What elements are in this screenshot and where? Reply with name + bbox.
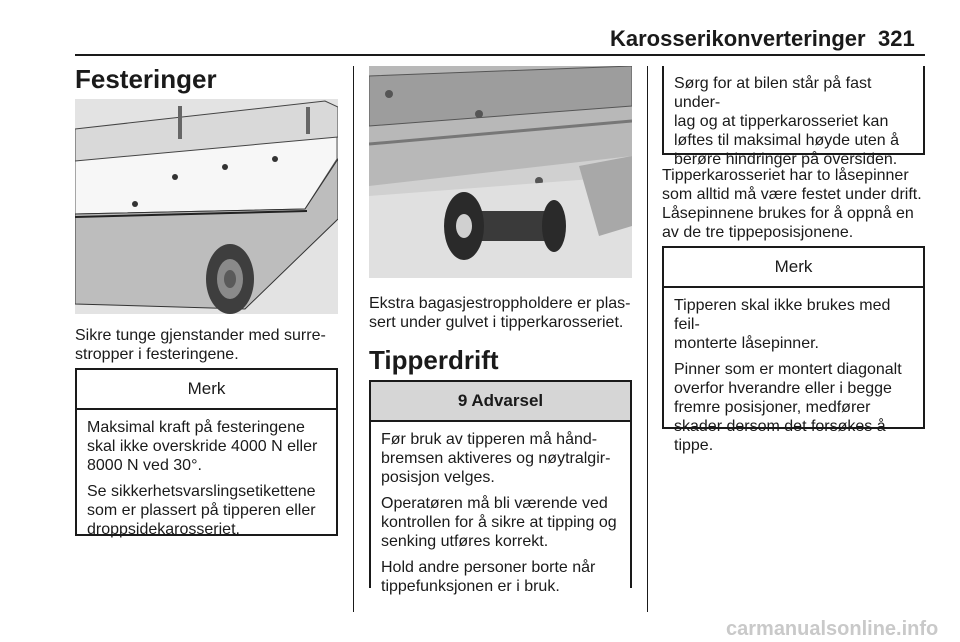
note-paragraph: Se sikkerhetsvarslingsetikettene som er plassert på tipperen eller droppsidekarosseriet. [87,483,316,538]
lock-pins-paragraph: Tipperkarosseriet har to låsepinner som alltid må være festet under drift. Låsepinnene brukes for å oppnå en av de tre tippeposisjonene. [662,167,922,241]
warning-continued-box [662,66,925,168]
note-title: Merk [664,248,923,288]
section-heading-festeringer: Festeringer [75,64,217,94]
column-divider-left [353,66,354,612]
watermark: carmanualsonline.info [726,618,939,640]
note-box-left [75,368,338,536]
note-paragraph: Maksimal kraft på festeringene skal ikke overskride 4000 N eller 8000 N ved 30°. [87,419,318,474]
note-title: Merk [77,370,336,410]
tipper-body-illustration [75,99,338,314]
note-paragraph: Tipperen skal ikke brukes med feil- monterte låsepinner. [674,297,891,352]
warning-title: Advarsel [471,391,544,410]
note-box-right [662,246,925,454]
running-header-title: Karosserikonverteringer [610,26,866,51]
caption-strap-holders: Ekstra bagasjestroppholdere er plas- sert under gulvet i tipperkarosseriet. [369,295,631,331]
warning-paragraph: Hold andre personer borte når tippefunksjonen er i bruk. [381,559,596,595]
warning-triangle-icon: 9 [457,391,468,410]
section-heading-tipperdrift: Tipperdrift [369,345,499,375]
page-number: 321 [878,26,915,51]
header-rule [75,54,925,56]
warning-header [371,382,630,422]
warning-paragraph: Operatøren må bli værende ved kontrollen for å sikre at tipping og senking utføres korrekt. [381,495,617,550]
warning-continued-paragraph: Sørg for at bilen står på fast under- lag og at tipperkarosseriet kan løftes til maksimal høyde uten å berøre hindringer på oversiden. [674,75,899,168]
strap-holder-illustration [369,66,632,278]
column-divider-right [647,66,648,612]
warning-box [369,380,632,595]
warning-paragraph: Før bruk av tipperen må hånd- bremsen aktiveres og nøytralgir- posisjon velges. [381,431,611,486]
caption-festeringer: Sikre tunge gjenstander med surre- stropper i festeringene. [75,327,326,363]
note-paragraph: Pinner som er montert diagonalt overfor hverandre eller i begge fremre posisjoner, medfører skader dersom det forsøkes å tippe. [674,361,902,454]
